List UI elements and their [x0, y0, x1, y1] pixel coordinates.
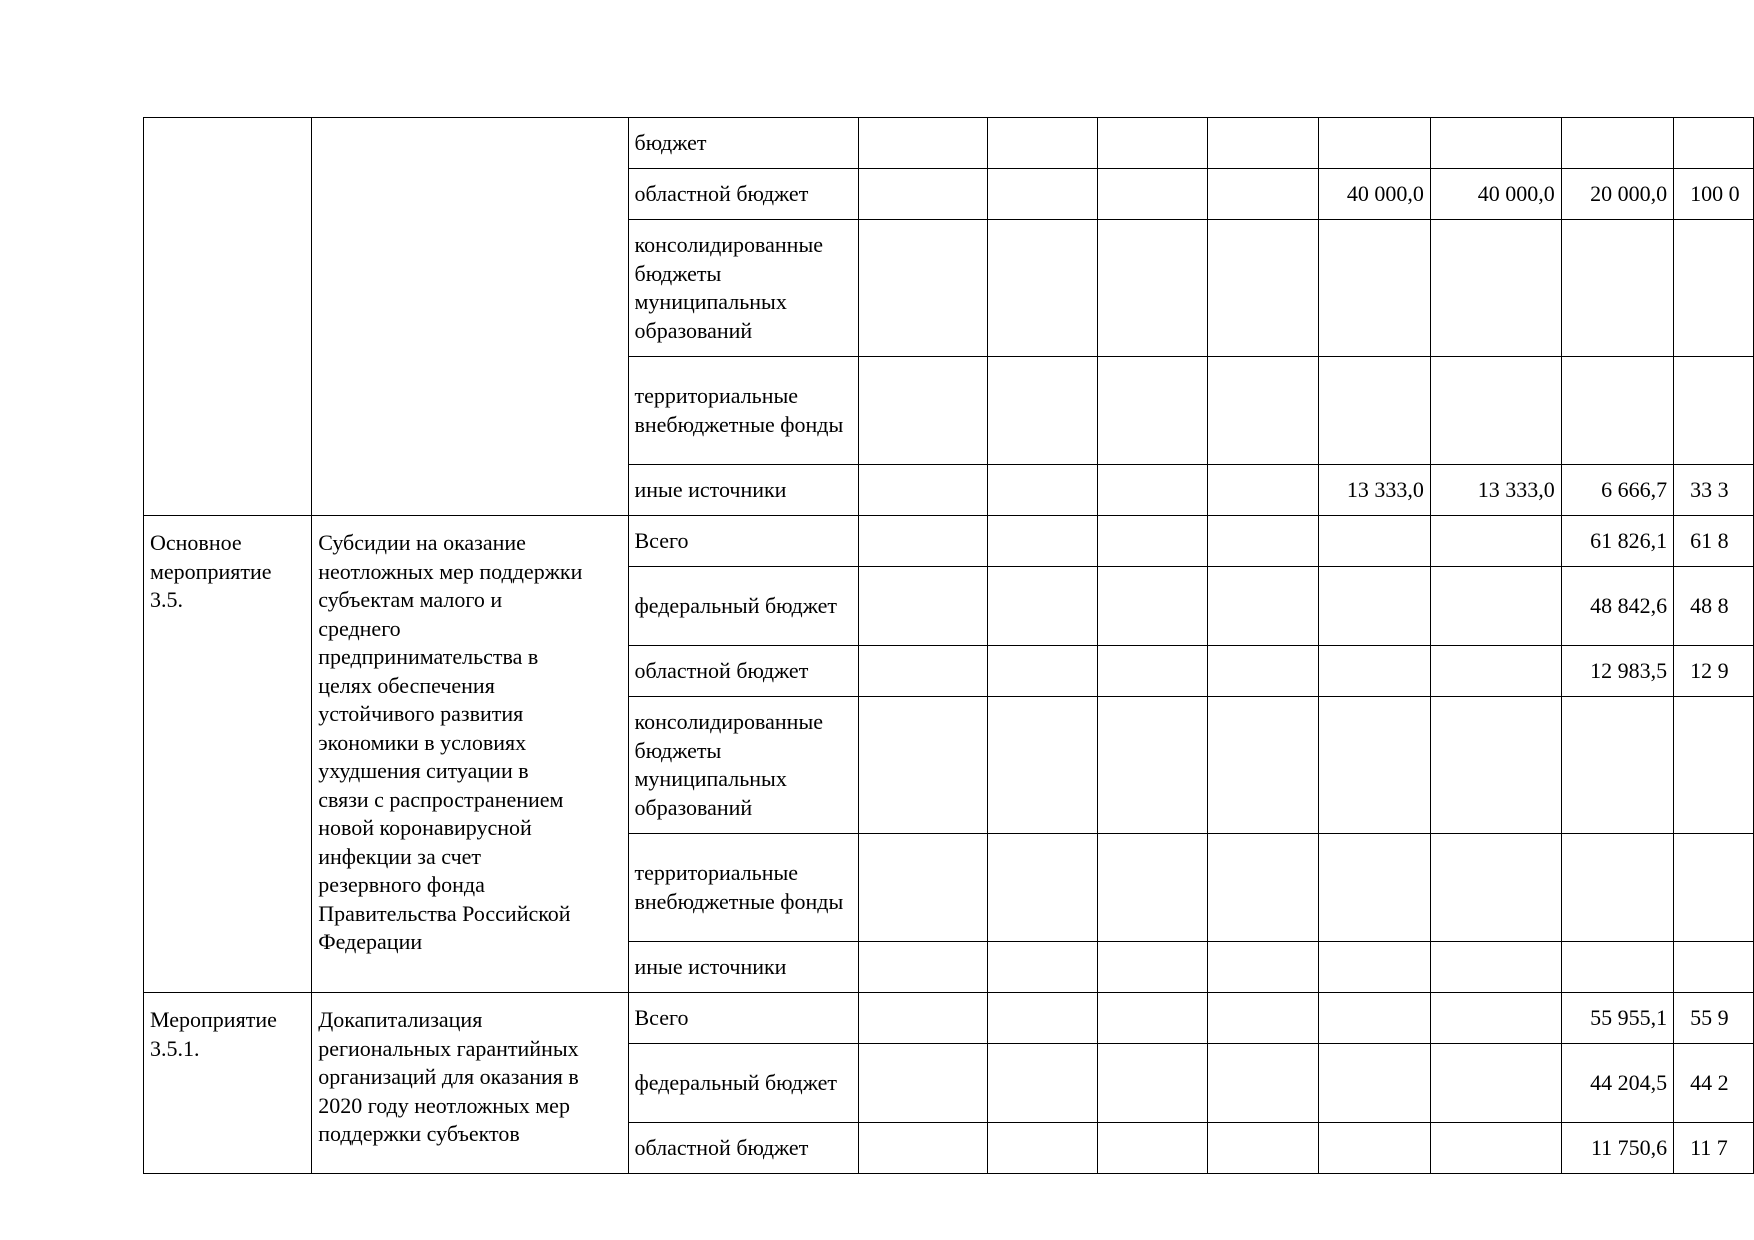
- value-cell: 48 8: [1674, 567, 1754, 646]
- value-cell: 44 2: [1674, 1044, 1754, 1123]
- value-cell: 55 955,1: [1561, 993, 1673, 1044]
- value-cell: [1674, 357, 1754, 465]
- value-cell: [1208, 834, 1318, 942]
- value-cell: [1318, 834, 1430, 942]
- value-cell: [1430, 834, 1561, 942]
- value-cell: [1097, 567, 1207, 646]
- value-cell: [1097, 942, 1207, 993]
- value-cell: [1318, 118, 1430, 169]
- value-cell: [1097, 220, 1207, 357]
- value-cell: [1097, 169, 1207, 220]
- description-cell: [312, 993, 628, 1174]
- value-cell: [1097, 646, 1207, 697]
- value-cell: [1318, 1044, 1430, 1123]
- value-cell: [1561, 834, 1673, 942]
- funding-source: федеральный бюджет: [628, 1044, 858, 1123]
- value-cell: [858, 357, 987, 465]
- value-cell: [987, 465, 1097, 516]
- value-cell: [1318, 646, 1430, 697]
- value-cell: 48 842,6: [1561, 567, 1673, 646]
- value-cell: 13 333,0: [1430, 465, 1561, 516]
- value-cell: [1430, 697, 1561, 834]
- value-cell: [1208, 993, 1318, 1044]
- value-cell: [1674, 942, 1754, 993]
- value-cell: [1430, 357, 1561, 465]
- value-cell: [1561, 942, 1673, 993]
- budget-table: [143, 117, 1754, 1174]
- funding-source: иные источники: [628, 465, 858, 516]
- value-cell: [1097, 697, 1207, 834]
- value-cell: [1561, 118, 1673, 169]
- value-cell: [1208, 646, 1318, 697]
- value-cell: [858, 646, 987, 697]
- value-cell: [1561, 220, 1673, 357]
- value-cell: 12 983,5: [1561, 646, 1673, 697]
- value-cell: [987, 220, 1097, 357]
- value-cell: [987, 118, 1097, 169]
- event-description: Субсидии на оказание неотложных мер поддержки субъектам малого и среднего предпринимательства в целях обеспечения устойчивого развития экономики в условиях ухудшения ситуации в связи с распространением новой коронавирусной инфекции за счет резервного фонда Правительства Российской Федерации: [318, 530, 583, 954]
- funding-source: Всего: [628, 516, 858, 567]
- funding-source: областной бюджет: [628, 169, 858, 220]
- value-cell: [858, 993, 987, 1044]
- value-cell: [987, 942, 1097, 993]
- value-cell: [1097, 1123, 1207, 1174]
- event-cell: [144, 993, 312, 1174]
- value-cell: [1430, 646, 1561, 697]
- funding-source: иные источники: [628, 942, 858, 993]
- event-cell: [144, 516, 312, 993]
- value-cell: [987, 834, 1097, 942]
- value-cell: [1318, 697, 1430, 834]
- value-cell: [987, 993, 1097, 1044]
- value-cell: 100 0: [1674, 169, 1754, 220]
- value-cell: [1561, 697, 1673, 834]
- value-cell: [1208, 1123, 1318, 1174]
- value-cell: [1430, 118, 1561, 169]
- value-cell: [987, 1123, 1097, 1174]
- value-cell: [858, 1044, 987, 1123]
- value-cell: [858, 169, 987, 220]
- value-cell: [987, 697, 1097, 834]
- value-cell: [987, 516, 1097, 567]
- value-cell: [1674, 118, 1754, 169]
- table-row: [144, 118, 1754, 169]
- value-cell: [1208, 220, 1318, 357]
- value-cell: [1318, 993, 1430, 1044]
- value-cell: [1430, 1044, 1561, 1123]
- value-cell: [987, 646, 1097, 697]
- value-cell: [1674, 220, 1754, 357]
- value-cell: 55 9: [1674, 993, 1754, 1044]
- value-cell: [1097, 993, 1207, 1044]
- funding-source: областной бюджет: [628, 1123, 858, 1174]
- value-cell: 61 826,1: [1561, 516, 1673, 567]
- value-cell: [1430, 516, 1561, 567]
- value-cell: [1430, 993, 1561, 1044]
- value-cell: [1097, 516, 1207, 567]
- value-cell: [1430, 942, 1561, 993]
- value-cell: [1097, 1044, 1207, 1123]
- value-cell: [858, 567, 987, 646]
- value-cell: 12 9: [1674, 646, 1754, 697]
- value-cell: [1208, 169, 1318, 220]
- value-cell: [858, 118, 987, 169]
- value-cell: [1318, 942, 1430, 993]
- value-cell: [1097, 465, 1207, 516]
- value-cell: [1208, 697, 1318, 834]
- funding-source: консолидированные бюджеты муниципальных образований: [628, 697, 858, 834]
- value-cell: 11 7: [1674, 1123, 1754, 1174]
- value-cell: [858, 1123, 987, 1174]
- value-cell: [1208, 516, 1318, 567]
- value-cell: [987, 357, 1097, 465]
- value-cell: [1097, 357, 1207, 465]
- value-cell: [1208, 465, 1318, 516]
- budget-table-body: [144, 118, 1754, 1174]
- value-cell: [1430, 220, 1561, 357]
- value-cell: [858, 516, 987, 567]
- description-cell: [312, 118, 628, 516]
- description-cell: [312, 516, 628, 993]
- value-cell: [1674, 697, 1754, 834]
- value-cell: [858, 220, 987, 357]
- event-name: Мероприятие 3.5.1.: [150, 1007, 277, 1061]
- value-cell: [1318, 567, 1430, 646]
- event-name: Основное мероприятие 3.5.: [150, 530, 272, 612]
- value-cell: 33 3: [1674, 465, 1754, 516]
- funding-source: консолидированные бюджеты муниципальных образований: [628, 220, 858, 357]
- value-cell: [1318, 357, 1430, 465]
- value-cell: [1097, 834, 1207, 942]
- value-cell: [1430, 567, 1561, 646]
- funding-source: территориальные внебюджетные фонды: [628, 357, 858, 465]
- funding-source: бюджет: [628, 118, 858, 169]
- value-cell: [1208, 942, 1318, 993]
- funding-source: областной бюджет: [628, 646, 858, 697]
- value-cell: [1674, 834, 1754, 942]
- value-cell: [987, 169, 1097, 220]
- value-cell: [858, 465, 987, 516]
- funding-source: территориальные внебюджетные фонды: [628, 834, 858, 942]
- event-description: Докапитализация региональных гарантийных организаций для оказания в 2020 году неотложных мер поддержки субъектов: [318, 1007, 579, 1146]
- value-cell: [987, 567, 1097, 646]
- value-cell: [858, 942, 987, 993]
- table-row: [144, 993, 1754, 1044]
- value-cell: [987, 1044, 1097, 1123]
- value-cell: 11 750,6: [1561, 1123, 1673, 1174]
- value-cell: [1208, 567, 1318, 646]
- value-cell: [1208, 357, 1318, 465]
- table-row: [144, 516, 1754, 567]
- value-cell: [1208, 118, 1318, 169]
- value-cell: 40 000,0: [1318, 169, 1430, 220]
- value-cell: 13 333,0: [1318, 465, 1430, 516]
- value-cell: 61 8: [1674, 516, 1754, 567]
- value-cell: 40 000,0: [1430, 169, 1561, 220]
- value-cell: [858, 697, 987, 834]
- funding-source: федеральный бюджет: [628, 567, 858, 646]
- value-cell: [1430, 1123, 1561, 1174]
- funding-source: Всего: [628, 993, 858, 1044]
- value-cell: [858, 834, 987, 942]
- value-cell: 6 666,7: [1561, 465, 1673, 516]
- value-cell: [1561, 357, 1673, 465]
- value-cell: [1318, 220, 1430, 357]
- value-cell: 20 000,0: [1561, 169, 1673, 220]
- value-cell: [1208, 1044, 1318, 1123]
- event-cell: [144, 118, 312, 516]
- value-cell: 44 204,5: [1561, 1044, 1673, 1123]
- value-cell: [1318, 516, 1430, 567]
- value-cell: [1318, 1123, 1430, 1174]
- value-cell: [1097, 118, 1207, 169]
